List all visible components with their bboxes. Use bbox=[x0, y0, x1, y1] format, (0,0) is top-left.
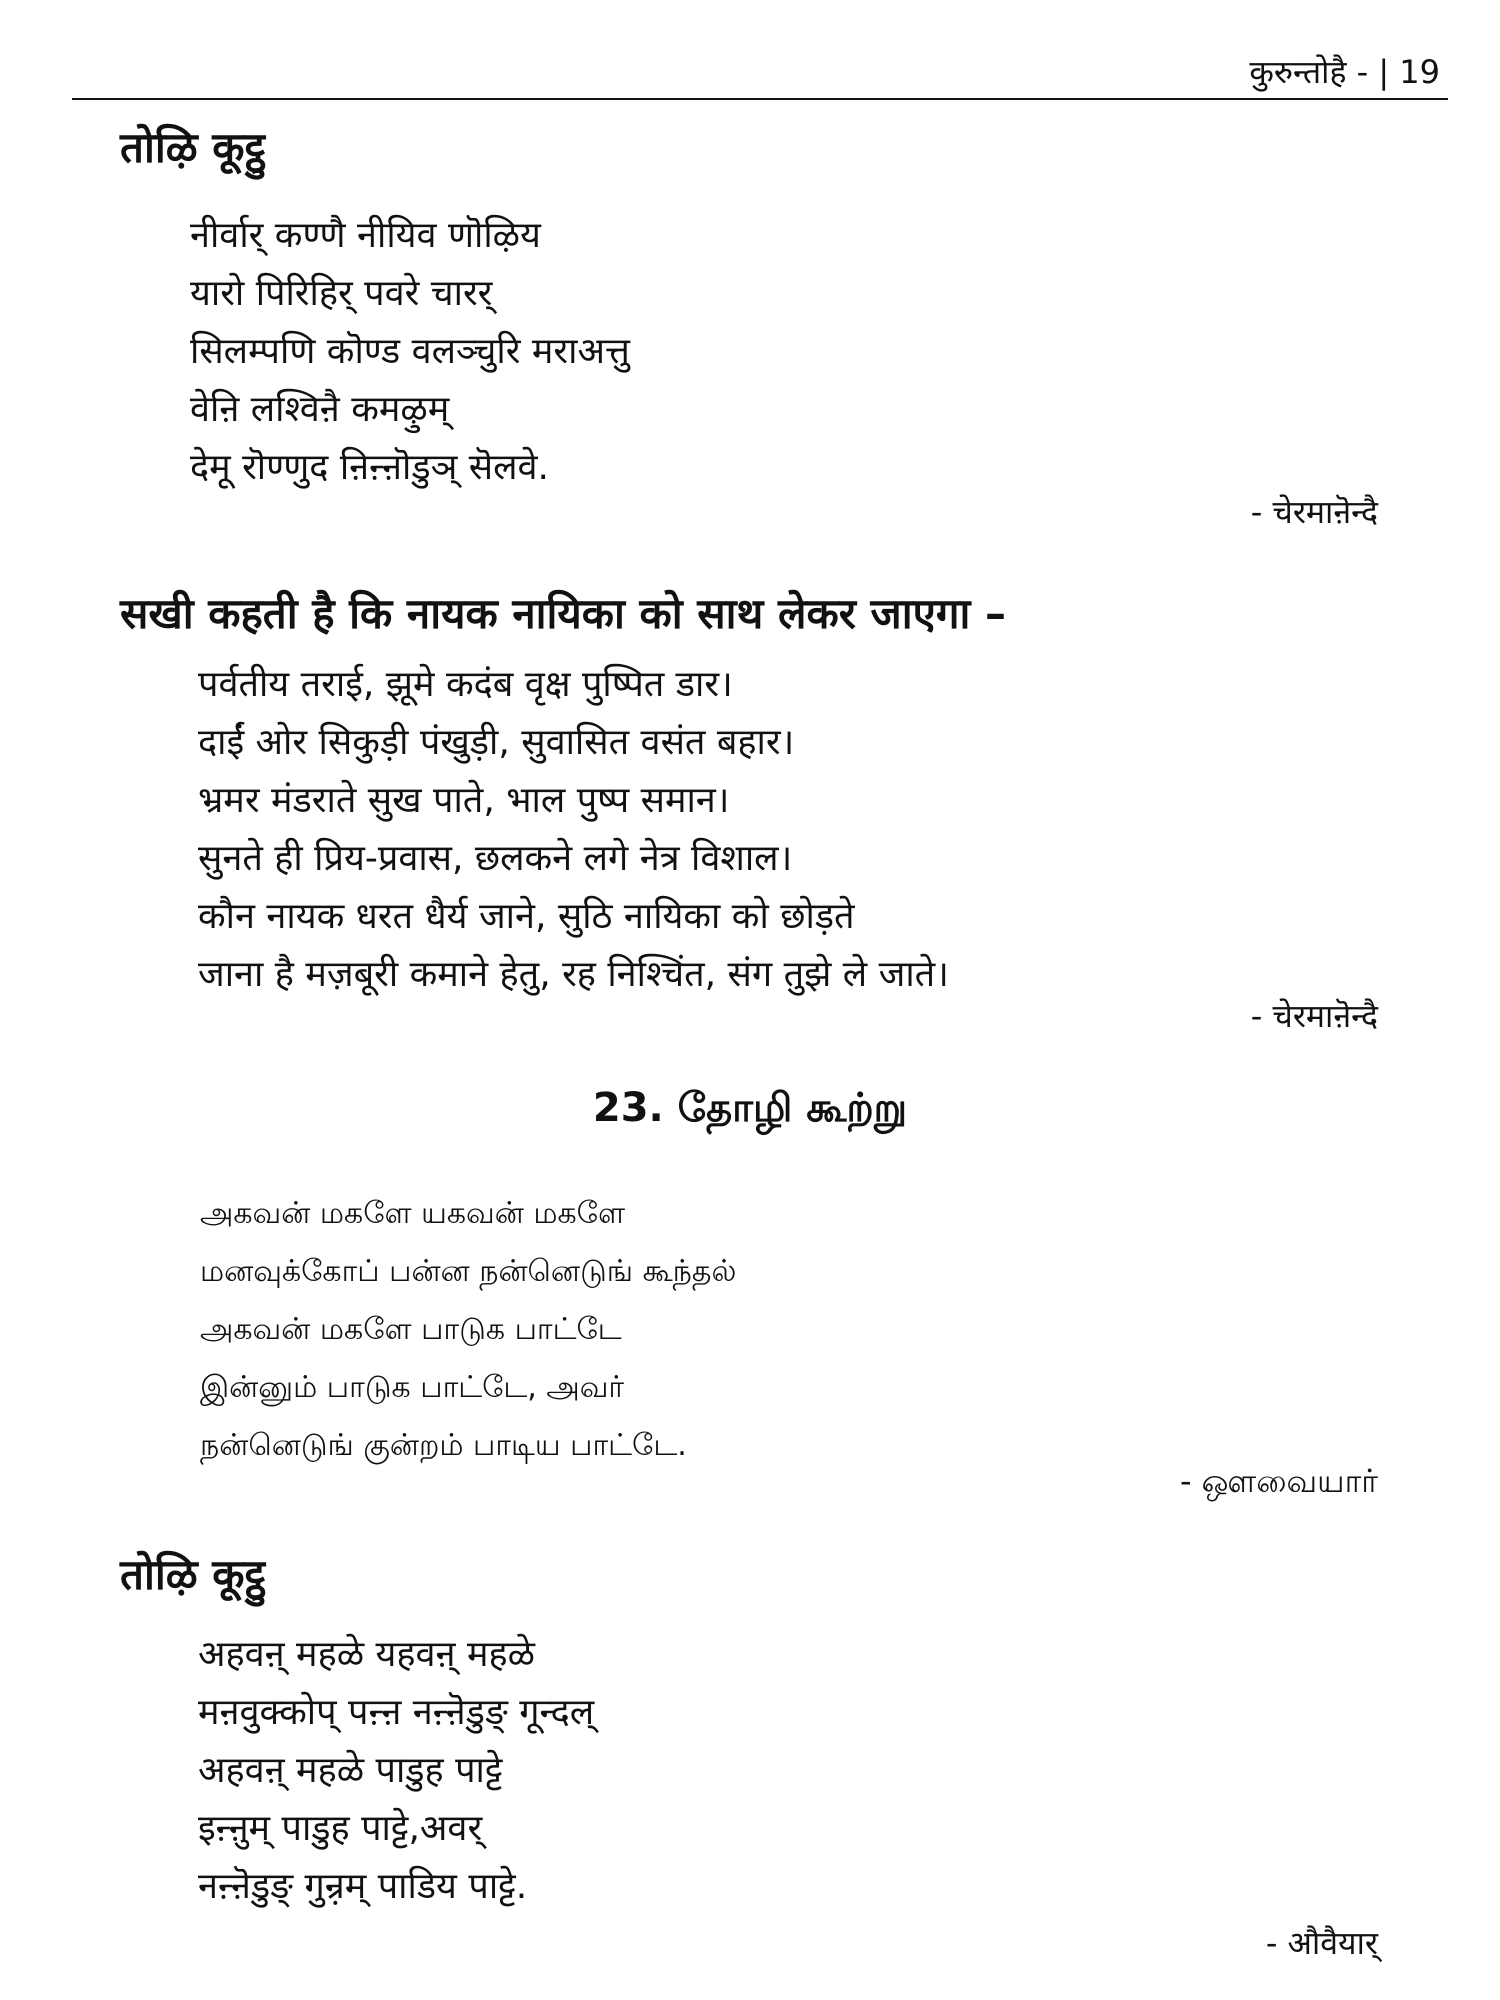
header-rule bbox=[72, 98, 1448, 100]
verse-stanza bbox=[198, 1626, 594, 1916]
verse-stanza bbox=[198, 656, 949, 1004]
book-title: कुरुन्तोहै bbox=[1249, 53, 1347, 91]
section-heading: तोऴि कूट्ठु bbox=[120, 1550, 266, 1599]
verse-line: जाना है मज़बूरी कमाने हेतु, रह निश्चिंत, संग तुझे ले जाते। bbox=[198, 954, 949, 995]
author-attribution: - ஔவையார் bbox=[1179, 1462, 1378, 1500]
page-number: 19 bbox=[1399, 53, 1440, 91]
verse-line: मऩवुक्कोप् पऩ्ऩ नऩ्ऩॆडुङ् गून्दल् bbox=[198, 1692, 595, 1733]
author-attribution: - चेरमाऩॆन्दै bbox=[1250, 997, 1378, 1035]
verse-line: देमू रॊण्णुद ऩिऩ्ऩॊडुञ् सॆलवे. bbox=[190, 447, 549, 488]
verse-stanza bbox=[190, 207, 630, 497]
verse-line: पर्वतीय तराई, झूमे कदंब वृक्ष पुष्पित डार। bbox=[198, 664, 733, 705]
verse-line: अहवऩ् महळे यहवऩ् महळे bbox=[198, 1634, 535, 1675]
verse-line: यारो पिरिहिर् पवरे चारर् bbox=[190, 273, 493, 314]
verse-line: மனவுக்கோப் பன்ன நன்னெடுங் கூந்தல் bbox=[200, 1254, 737, 1289]
verse-line: अहवऩ् महळे पाडुह पाट्टे bbox=[198, 1750, 503, 1791]
verse-line: सिलम्पणि कॊण्ड वलञ्चुरि मराअत्तु bbox=[190, 331, 630, 372]
verse-line: दाईं ओर सिकुड़ी पंखुड़ी, सुवासित वसंत बहार। bbox=[198, 722, 795, 763]
section-heading: तोऴि कूट्ठु bbox=[120, 123, 266, 172]
verse-line: அகவன் மகளே யகவன் மகளே bbox=[200, 1196, 626, 1231]
header-separator: - | bbox=[1346, 53, 1400, 91]
section-heading: सखी कहती है कि नायक नायिका को साथ लेकर जाएगा – bbox=[120, 589, 1006, 638]
verse-line: नऩ्ऩॆडुङ् गुऩ्रम् पाडिय पाट्टे. bbox=[198, 1866, 528, 1907]
verse-line: அகவன் மகளே பாடுக பாட்டே bbox=[200, 1312, 622, 1347]
verse-line: वेऩि लश्विऩै कमऴुम् bbox=[190, 389, 450, 430]
author-attribution: - औवैयार् bbox=[1265, 1924, 1378, 1962]
verse-line: இன்னும் பாடுக பாட்டே, அவர் bbox=[200, 1370, 625, 1405]
running-head bbox=[1249, 50, 1440, 93]
author-attribution: - चेरमाऩॆन्दै bbox=[1250, 493, 1378, 531]
verse-stanza bbox=[200, 1185, 736, 1475]
verse-line: कौन नायक धरत धैर्य जाने, सुठि नायिका को छोड़ते bbox=[198, 896, 855, 937]
verse-line: नीर्वार् कण्णै नीयिव णॊऴिय bbox=[190, 215, 541, 256]
verse-line: इऩ्ऩुम् पाडुह पाट्टे,अवर् bbox=[198, 1808, 483, 1849]
verse-line: सुनते ही प्रिय-प्रवास, छलकने लगे नेत्र विशाल। bbox=[198, 838, 793, 879]
verse-line: भ्रमर मंडराते सुख पाते, भाल पुष्प समान। bbox=[198, 780, 730, 821]
verse-line: நன்னெடுங் குன்றம் பாடிய பாட்டே. bbox=[200, 1428, 687, 1463]
section-heading: 23. தோழி கூற்று bbox=[592, 1085, 908, 1131]
